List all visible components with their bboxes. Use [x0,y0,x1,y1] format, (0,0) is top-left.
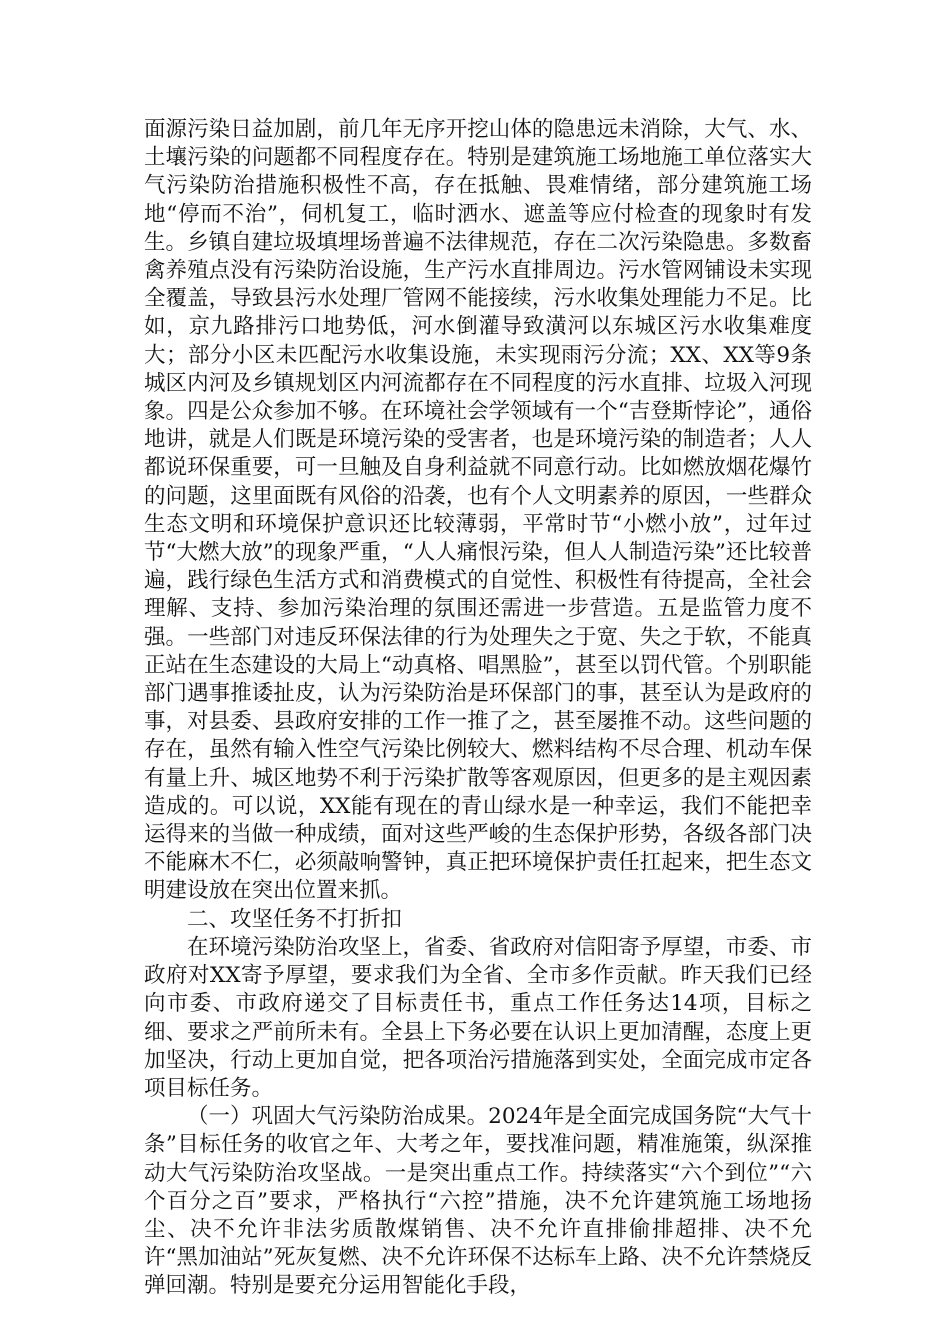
body-paragraph: 面源污染日益加剧，前几年无序开挖山体的隐患远未消除，大气、水、土壤污染的问题都不同程度存在。特别是建筑施工场地施工单位落实大气污染防治措施积极性不高，存在抵触、畏难情绪，部分建筑施工场地“停而不治”，伺机复工，临时洒水、遮盖等应付检查的现象时有发生。乡镇自建垃圾填埋场普遍不法律规范，存在二次污染隐患。多数畜禽养殖点没有污染防治设施，生产污水直排周边。污水管网铺设未实现全覆盖，导致县污水处理厂管网不能接续，污水收集处理能力不足。比如，京九路排污口地势低，河水倒灌导致潢河以东城区污水收集难度大；部分小区未匹配污水收集设施，未实现雨污分流；XX、XX等9条城区内河及乡镇规划区内河流都存在不同程度的污水直排、垃圾入河现象。四是公众参加不够。在环境社会学领域有一个“吉登斯悖论”，通俗地讲，就是人们既是环境污染的受害者，也是环境污染的制造者；人人都说环保重要，可一旦触及自身利益就不同意行动。比如燃放烟花爆竹的问题，这里面既有风俗的沿袭，也有个人文明素养的原因，一些群众生态文明和环境保护意识还比较薄弱，平常时节“小燃小放”，过年过节“大燃大放”的现象严重，“人人痛恨污染，但人人制造污染”还比较普遍，践行绿色生活方式和消费模式的自觉性、积极性有待提高，全社会理解、支持、参加污染治理的氛围还需进一步营造。五是监管力度不强。一些部门对违反环保法律的行为处理失之于宽、失之于软，不能真正站在生态建设的大局上“动真格、唱黑脸”，甚至以罚代管。个别职能部门遇事推诿扯皮，认为污染防治是环保部门的事，甚至认为是政府的事，对县委、县政府安排的工作一推了之，甚至屡推不动。这些问题的存在，虽然有输入性空气污染比例较大、燃料结构不尽合理、机动车保有量上升、城区地势不利于污染扩散等客观原因，但更多的是主观因素造成的。可以说，XX能有现在的青山绿水是一种幸运，我们不能把幸运得来的当做一种成绩，面对这些严峻的生态保护形势，各级各部门决不能麻木不仁，必须敲响警钟，真正把环境保护责任扛起来，把生态文明建设放在突出位置来抓。 [144,117,812,904]
body-paragraph: 在环境污染防治攻坚上，省委、省政府对信阳寄予厚望，市委、市政府对XX寄予厚望，要求我们为全省、全市多作贡献。昨天我们已经向市委、市政府递交了目标责任书，重点工作任务达14项，目标之细、要求之严前所未有。全县上下务必要在认识上更加清醒，态度上更加坚决，行动上更加自觉，把各项治污措施落到实处，全面完成市定各项目标任务。 [144,934,812,1101]
section-heading: 二、攻坚任务不打折扣 [187,906,403,932]
document-page [144,116,812,1301]
body-paragraph: （一）巩固大气污染防治成果。2024年是全面完成国务院“大气十条”目标任务的收官之年、大考之年，要找准问题，精准施策，纵深推动大气污染防治攻坚战。一是突出重点工作。持续落实“六个到位”“六个百分之百”要求，严格执行“六控”措施，决不允许建筑施工场地扬尘、决不允许非法劣质散煤销售、决不允许直排偷排超排、决不允许“黑加油站”死灰复燃、决不允许环保不达标车上路、决不允许禁烧反弹回潮。特别是要充分运用智能化手段， [144,1104,812,1299]
